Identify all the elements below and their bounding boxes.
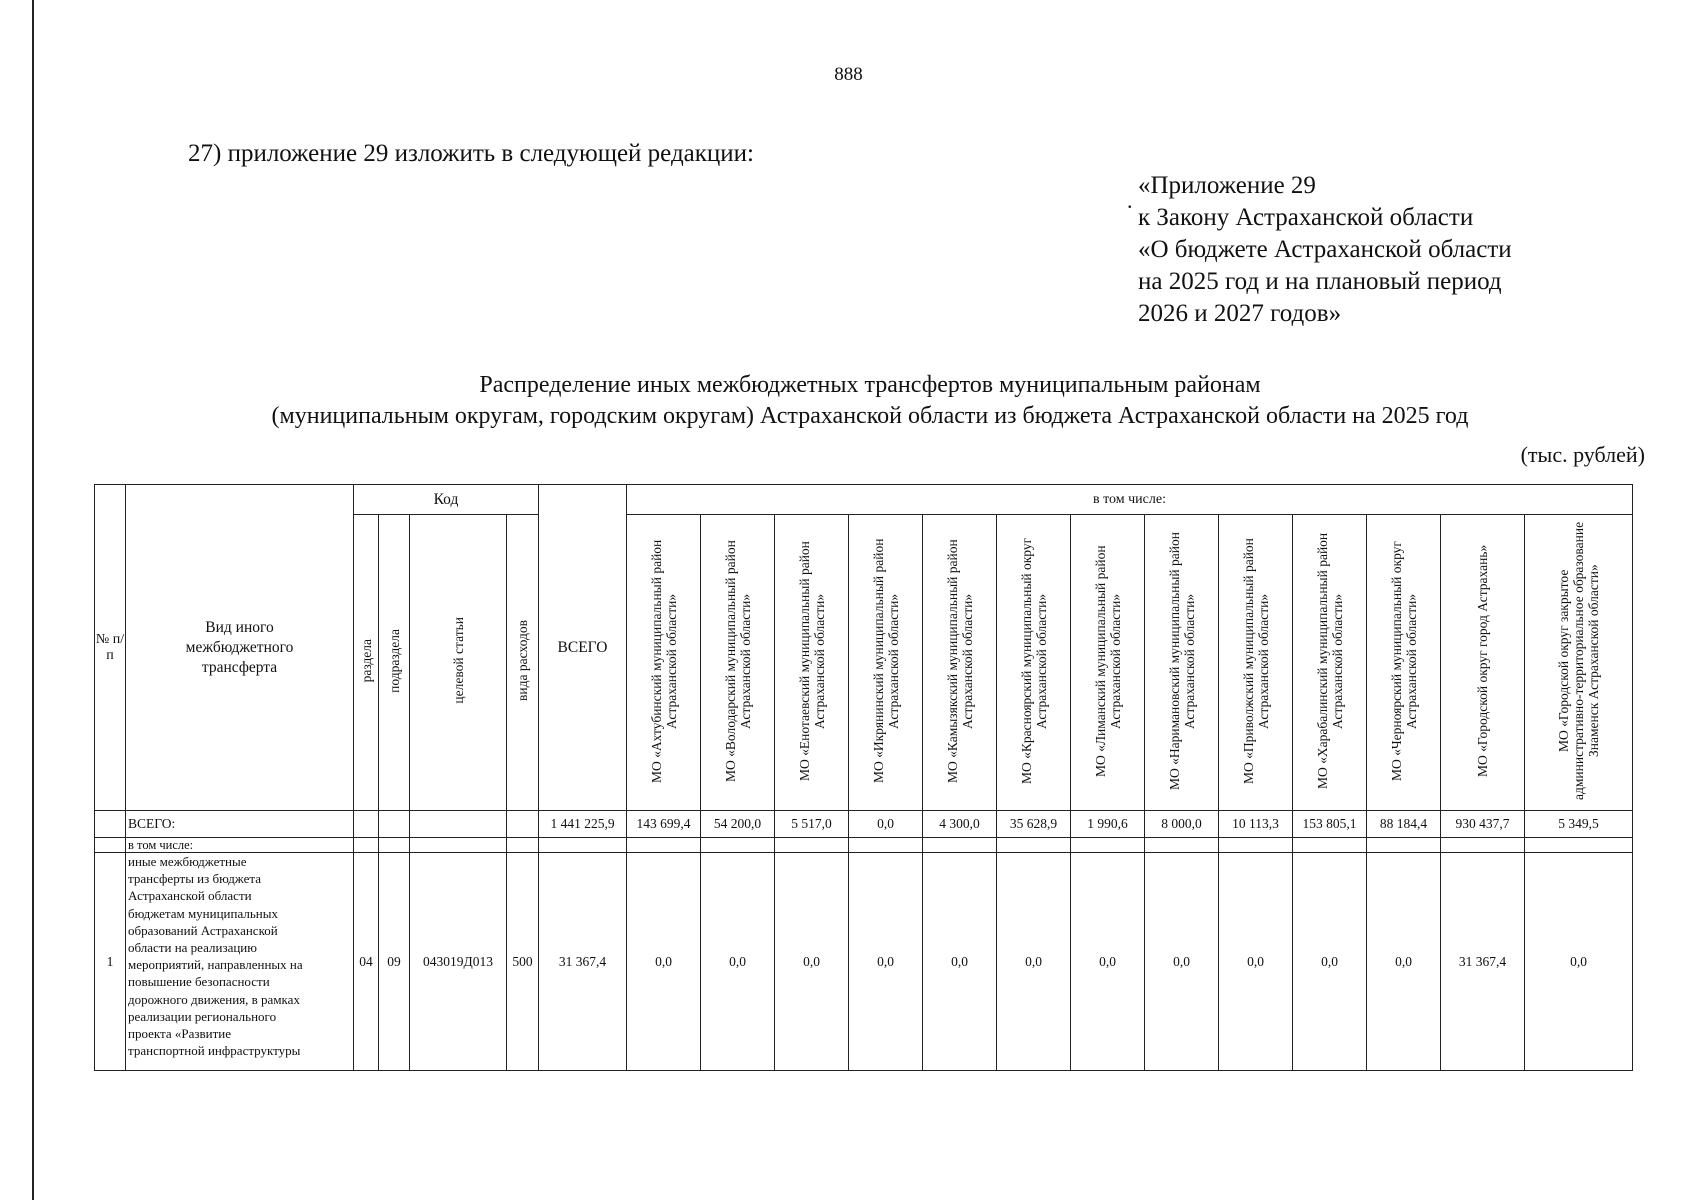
cell-empty bbox=[410, 838, 507, 853]
header-expense-label: вида расходов bbox=[515, 620, 530, 701]
intro-text: 27) приложение 29 изложить в следующей редакции: bbox=[188, 140, 754, 167]
total-value: 1 990,6 bbox=[1071, 811, 1145, 838]
cell-empty bbox=[1293, 838, 1367, 853]
cell-empty bbox=[1219, 838, 1293, 853]
total-value: 8 000,0 bbox=[1145, 811, 1219, 838]
cell-empty bbox=[1441, 838, 1525, 853]
total-value: 5 517,0 bbox=[775, 811, 849, 838]
header-subsection-label: подраздела bbox=[386, 628, 402, 693]
table-row-total bbox=[95, 811, 1633, 838]
cell-empty bbox=[354, 811, 379, 838]
units-label: (тыс. рублей) bbox=[1520, 442, 1645, 467]
header-municipality bbox=[775, 515, 849, 811]
cell-empty bbox=[95, 838, 126, 853]
municipality-label: МО «Лиманский муниципальный район Астраханской области» bbox=[1092, 544, 1123, 777]
table-title-line1: Распределение иных межбюджетных трансфертов муниципальным районам bbox=[479, 372, 1261, 398]
municipality-label: МО «Ахтубинский муниципальный район Астраханской области» bbox=[648, 538, 679, 783]
row-description bbox=[126, 853, 354, 1071]
municipality-label: МО «Камызякский муниципальный район Астраханской области» bbox=[944, 538, 975, 783]
cell-empty bbox=[627, 838, 701, 853]
header-subsection bbox=[379, 515, 410, 811]
header-municipality bbox=[923, 515, 997, 811]
header-municipality bbox=[997, 515, 1071, 811]
including-label: в том числе: bbox=[126, 838, 354, 853]
transfers-table bbox=[94, 484, 1633, 1071]
desc-line: Астраханской области bbox=[128, 888, 252, 904]
header-municipality bbox=[849, 515, 923, 811]
total-value: 54 200,0 bbox=[701, 811, 775, 838]
row-section: 04 bbox=[354, 853, 379, 1071]
left-margin-rule bbox=[32, 0, 34, 1200]
row-value: 0,0 bbox=[1071, 853, 1145, 1071]
cell-empty bbox=[1071, 838, 1145, 853]
total-label: ВСЕГО: bbox=[126, 811, 354, 838]
total-value: 143 699,4 bbox=[627, 811, 701, 838]
cell-empty bbox=[1367, 838, 1441, 853]
cell-empty bbox=[379, 838, 410, 853]
municipality-label: МО «Енотаевский муниципальный район Астраханской области» bbox=[796, 540, 827, 781]
header-municipality bbox=[1367, 515, 1441, 811]
appendix-line: 2026 и 2027 годов» bbox=[1138, 300, 1342, 327]
cell-empty bbox=[849, 838, 923, 853]
header-municipality bbox=[627, 515, 701, 811]
cell-empty bbox=[997, 838, 1071, 853]
header-municipality bbox=[1441, 515, 1525, 811]
row-value: 0,0 bbox=[627, 853, 701, 1071]
header-target bbox=[410, 515, 507, 811]
total-value: 10 113,3 bbox=[1219, 811, 1293, 838]
appendix-heading bbox=[1138, 170, 1512, 330]
desc-line: образований Астраханской bbox=[128, 922, 278, 938]
header-including: в том числе: bbox=[627, 485, 1633, 515]
desc-line: реализации регионального bbox=[128, 1008, 277, 1024]
appendix-line: «О бюджете Астраханской области bbox=[1138, 236, 1512, 263]
header-target-label: целевой статьи bbox=[450, 617, 466, 704]
total-value: 153 805,1 bbox=[1293, 811, 1367, 838]
appendix-line: «Приложение 29 bbox=[1138, 172, 1316, 199]
header-municipality bbox=[1293, 515, 1367, 811]
cell-empty bbox=[1525, 838, 1633, 853]
appendix-line: на 2025 год и на плановый период bbox=[1138, 268, 1502, 295]
row-value: 0,0 bbox=[1219, 853, 1293, 1071]
header-municipality bbox=[1525, 515, 1633, 811]
municipality-label: МО «Наримановский муниципальный район Астраханской области» bbox=[1166, 531, 1197, 790]
municipality-label: МО «Красноярский муниципальный округ Астраханской области» bbox=[1018, 537, 1049, 784]
total-value: 88 184,4 bbox=[1367, 811, 1441, 838]
desc-line: мероприятий, направленных на bbox=[128, 957, 303, 973]
row-value: 0,0 bbox=[1367, 853, 1441, 1071]
desc-line: транспортной инфраструктуры bbox=[128, 1043, 301, 1059]
row-value: 0,0 bbox=[997, 853, 1071, 1071]
page-number: 888 bbox=[834, 64, 863, 85]
appendix-line: к Закону Астраханской области bbox=[1138, 204, 1474, 231]
desc-line: иные межбюджетные bbox=[128, 854, 247, 869]
header-total: ВСЕГО bbox=[539, 485, 627, 811]
cell-empty bbox=[701, 838, 775, 853]
municipality-label: МО «Городской округ закрытое административно-территориальное образование Знаменск Астраханской области» bbox=[1556, 521, 1601, 800]
header-municipality bbox=[701, 515, 775, 811]
table-row-including bbox=[95, 838, 1633, 853]
desc-line: трансферты из бюджета bbox=[128, 871, 261, 887]
row-value: 0,0 bbox=[701, 853, 775, 1071]
cell-empty bbox=[95, 811, 126, 838]
municipality-label: МО «Икрянинский муниципальный район Астраханской области» bbox=[870, 538, 901, 783]
row-number: 1 bbox=[95, 853, 126, 1071]
header-kind: Вид иного межбюджетного трансферта bbox=[126, 485, 354, 811]
row-value: 0,0 bbox=[1145, 853, 1219, 1071]
header-code: Код bbox=[354, 485, 539, 515]
cell-empty bbox=[354, 838, 379, 853]
cell-empty bbox=[379, 811, 410, 838]
desc-line: области на реализацию bbox=[128, 940, 257, 956]
total-value: 5 349,5 bbox=[1525, 811, 1633, 838]
municipality-label: МО «Харабалинский муниципальный район Астраханской области» bbox=[1314, 532, 1345, 789]
municipality-label: МО «Приволжский муниципальный район Астраханской области» bbox=[1240, 537, 1271, 784]
total-sum: 1 441 225,9 bbox=[539, 811, 627, 838]
row-value: 31 367,4 bbox=[1441, 853, 1525, 1071]
header-municipality bbox=[1219, 515, 1293, 811]
header-municipality bbox=[1145, 515, 1219, 811]
cell-empty bbox=[923, 838, 997, 853]
cell-empty bbox=[1145, 838, 1219, 853]
row-value: 0,0 bbox=[775, 853, 849, 1071]
cell-empty bbox=[507, 838, 539, 853]
cell-empty bbox=[507, 811, 539, 838]
header-municipality bbox=[1071, 515, 1145, 811]
table-title-line2: (муниципальным округам, городским округам) Астраханской области из бюджета Астраханской области на 2025 год bbox=[271, 403, 1469, 429]
header-expense bbox=[507, 515, 539, 811]
header-section bbox=[354, 515, 379, 811]
row-subsection: 09 bbox=[379, 853, 410, 1071]
cell-empty bbox=[410, 811, 507, 838]
row-value: 0,0 bbox=[923, 853, 997, 1071]
total-value: 0,0 bbox=[849, 811, 923, 838]
cell-empty bbox=[539, 838, 627, 853]
header-no: № п/п bbox=[95, 485, 126, 811]
total-value: 4 300,0 bbox=[923, 811, 997, 838]
desc-line: проекта «Развитие bbox=[128, 1026, 232, 1042]
row-expense: 500 bbox=[507, 853, 539, 1071]
desc-line: повышение безопасности bbox=[128, 974, 270, 990]
row-value: 0,0 bbox=[849, 853, 923, 1071]
desc-line: дорожного движения, в рамках bbox=[128, 991, 300, 1007]
municipality-label: МО «Черноярский муниципальный округ Астраханской области» bbox=[1388, 540, 1419, 781]
municipality-label: МО «Володарский муниципальный район Астраханской области» bbox=[722, 539, 753, 782]
municipality-label: МО «Городской округ город Астрахань» bbox=[1475, 544, 1490, 777]
desc-line: бюджетам муниципальных bbox=[128, 905, 278, 921]
total-value: 930 437,7 bbox=[1441, 811, 1525, 838]
row-total: 31 367,4 bbox=[539, 853, 627, 1071]
header-section-label: раздела bbox=[358, 638, 374, 683]
stray-dot: . bbox=[1127, 188, 1133, 213]
table-row bbox=[95, 853, 1633, 1071]
cell-empty bbox=[775, 838, 849, 853]
total-value: 35 628,9 bbox=[997, 811, 1071, 838]
row-value: 0,0 bbox=[1525, 853, 1633, 1071]
row-value: 0,0 bbox=[1293, 853, 1367, 1071]
row-target: 043019Д013 bbox=[410, 853, 507, 1071]
